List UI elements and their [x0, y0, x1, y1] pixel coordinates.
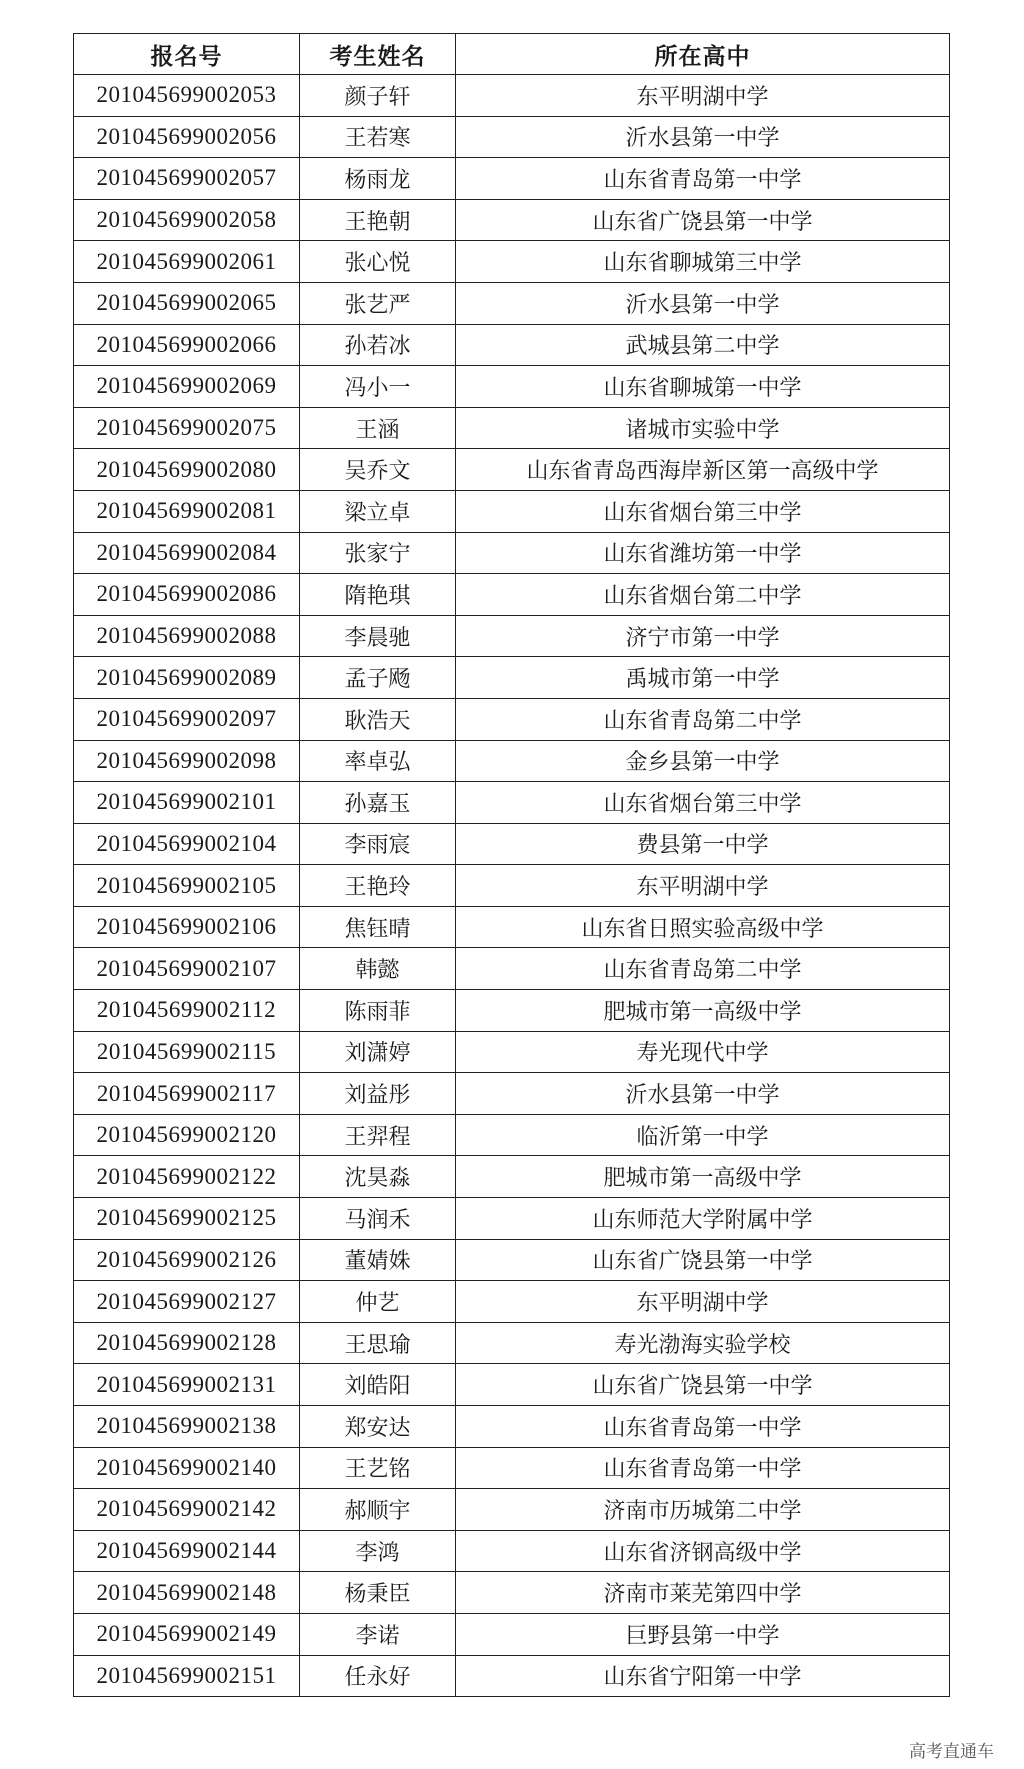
cell-student-name: 王羿程	[300, 1114, 456, 1156]
cell-high-school: 禹城市第一中学	[456, 657, 950, 699]
cell-registration-number: 201045699002142	[74, 1489, 300, 1531]
cell-high-school: 山东省宁阳第一中学	[456, 1655, 950, 1697]
cell-student-name: 孙嘉玉	[300, 782, 456, 824]
cell-high-school: 山东省广饶县第一中学	[456, 1364, 950, 1406]
cell-student-name: 刘皓阳	[300, 1364, 456, 1406]
cell-high-school: 济宁市第一中学	[456, 615, 950, 657]
cell-high-school: 武城县第二中学	[456, 324, 950, 366]
cell-student-name: 李雨宸	[300, 823, 456, 865]
cell-high-school: 肥城市第一高级中学	[456, 990, 950, 1032]
cell-high-school: 山东省青岛第一中学	[456, 158, 950, 200]
cell-registration-number: 201045699002089	[74, 657, 300, 699]
cell-student-name: 郝顺宇	[300, 1489, 456, 1531]
cell-registration-number: 201045699002149	[74, 1613, 300, 1655]
cell-student-name: 李鸿	[300, 1530, 456, 1572]
cell-registration-number: 201045699002127	[74, 1281, 300, 1323]
cell-high-school: 沂水县第一中学	[456, 1073, 950, 1115]
cell-student-name: 冯小一	[300, 366, 456, 408]
cell-registration-number: 201045699002148	[74, 1572, 300, 1614]
cell-student-name: 率卓弘	[300, 740, 456, 782]
cell-high-school: 山东省济钢高级中学	[456, 1530, 950, 1572]
cell-registration-number: 201045699002101	[74, 782, 300, 824]
table-row	[74, 116, 950, 158]
cell-high-school: 山东师范大学附属中学	[456, 1198, 950, 1240]
table-row	[74, 1073, 950, 1115]
cell-student-name: 张家宁	[300, 532, 456, 574]
cell-high-school: 山东省烟台第三中学	[456, 490, 950, 532]
table-row	[74, 1198, 950, 1240]
table-row	[74, 740, 950, 782]
table-row	[74, 1031, 950, 1073]
cell-registration-number: 201045699002097	[74, 698, 300, 740]
table-row	[74, 1530, 950, 1572]
cell-high-school: 山东省青岛第二中学	[456, 698, 950, 740]
table-row	[74, 574, 950, 616]
cell-registration-number: 201045699002053	[74, 75, 300, 117]
table-row	[74, 1239, 950, 1281]
cell-student-name: 李晨驰	[300, 615, 456, 657]
cell-registration-number: 201045699002066	[74, 324, 300, 366]
header-student-name: 考生姓名	[300, 34, 456, 75]
cell-high-school: 山东省广饶县第一中学	[456, 1239, 950, 1281]
cell-high-school: 东平明湖中学	[456, 865, 950, 907]
table-row	[74, 865, 950, 907]
cell-student-name: 焦钰晴	[300, 906, 456, 948]
cell-high-school: 沂水县第一中学	[456, 116, 950, 158]
cell-registration-number: 201045699002058	[74, 199, 300, 241]
table-row	[74, 158, 950, 200]
cell-registration-number: 201045699002128	[74, 1322, 300, 1364]
table-row	[74, 657, 950, 699]
cell-student-name: 耿浩天	[300, 698, 456, 740]
cell-registration-number: 201045699002105	[74, 865, 300, 907]
table-row	[74, 1406, 950, 1448]
cell-student-name: 隋艳琪	[300, 574, 456, 616]
cell-registration-number: 201045699002069	[74, 366, 300, 408]
cell-registration-number: 201045699002081	[74, 490, 300, 532]
table-row	[74, 990, 950, 1032]
table-row	[74, 906, 950, 948]
cell-student-name: 王艳朝	[300, 199, 456, 241]
cell-registration-number: 201045699002115	[74, 1031, 300, 1073]
cell-high-school: 山东省青岛第二中学	[456, 948, 950, 990]
table-header-row	[74, 34, 950, 75]
cell-registration-number: 201045699002084	[74, 532, 300, 574]
cell-registration-number: 201045699002144	[74, 1530, 300, 1572]
cell-high-school: 山东省烟台第二中学	[456, 574, 950, 616]
table-row	[74, 615, 950, 657]
cell-high-school: 临沂第一中学	[456, 1114, 950, 1156]
table-row	[74, 490, 950, 532]
cell-student-name: 颜子轩	[300, 75, 456, 117]
table-row	[74, 532, 950, 574]
cell-high-school: 山东省聊城第三中学	[456, 241, 950, 283]
table-row	[74, 1489, 950, 1531]
cell-high-school: 东平明湖中学	[456, 1281, 950, 1323]
header-high-school: 所在高中	[456, 34, 950, 75]
cell-registration-number: 201045699002122	[74, 1156, 300, 1198]
cell-student-name: 孟子飏	[300, 657, 456, 699]
cell-student-name: 陈雨菲	[300, 990, 456, 1032]
cell-high-school: 寿光现代中学	[456, 1031, 950, 1073]
cell-student-name: 马润禾	[300, 1198, 456, 1240]
cell-registration-number: 201045699002075	[74, 407, 300, 449]
cell-high-school: 山东省日照实验高级中学	[456, 906, 950, 948]
cell-high-school: 山东省青岛西海岸新区第一高级中学	[456, 449, 950, 491]
cell-registration-number: 201045699002104	[74, 823, 300, 865]
cell-student-name: 张艺严	[300, 282, 456, 324]
cell-registration-number: 201045699002138	[74, 1406, 300, 1448]
table-row	[74, 1114, 950, 1156]
table-row	[74, 698, 950, 740]
cell-student-name: 王艺铭	[300, 1447, 456, 1489]
cell-registration-number: 201045699002140	[74, 1447, 300, 1489]
cell-high-school: 山东省烟台第三中学	[456, 782, 950, 824]
watermark-text: 高考直通车	[909, 1742, 994, 1762]
cell-high-school: 山东省青岛第一中学	[456, 1447, 950, 1489]
table-row	[74, 449, 950, 491]
cell-high-school: 东平明湖中学	[456, 75, 950, 117]
cell-high-school: 山东省青岛第一中学	[456, 1406, 950, 1448]
cell-student-name: 刘潇婷	[300, 1031, 456, 1073]
cell-student-name: 王涵	[300, 407, 456, 449]
cell-student-name: 梁立卓	[300, 490, 456, 532]
cell-registration-number: 201045699002125	[74, 1198, 300, 1240]
cell-student-name: 李诺	[300, 1613, 456, 1655]
table-row	[74, 1447, 950, 1489]
cell-registration-number: 201045699002126	[74, 1239, 300, 1281]
admission-list-table	[73, 33, 950, 1697]
table-row	[74, 1281, 950, 1323]
cell-registration-number: 201045699002106	[74, 906, 300, 948]
table-row	[74, 948, 950, 990]
cell-high-school: 费县第一中学	[456, 823, 950, 865]
table-row	[74, 407, 950, 449]
cell-registration-number: 201045699002112	[74, 990, 300, 1032]
cell-high-school: 巨野县第一中学	[456, 1613, 950, 1655]
table-row	[74, 782, 950, 824]
cell-registration-number: 201045699002057	[74, 158, 300, 200]
table-row	[74, 1572, 950, 1614]
table-row	[74, 1322, 950, 1364]
cell-student-name: 张心悦	[300, 241, 456, 283]
cell-student-name: 董婧姝	[300, 1239, 456, 1281]
cell-student-name: 吴乔文	[300, 449, 456, 491]
table-row	[74, 823, 950, 865]
cell-high-school: 济南市莱芜第四中学	[456, 1572, 950, 1614]
cell-student-name: 仲艺	[300, 1281, 456, 1323]
table-row	[74, 199, 950, 241]
cell-registration-number: 201045699002117	[74, 1073, 300, 1115]
cell-registration-number: 201045699002088	[74, 615, 300, 657]
cell-high-school: 山东省潍坊第一中学	[456, 532, 950, 574]
cell-registration-number: 201045699002131	[74, 1364, 300, 1406]
cell-student-name: 刘益彤	[300, 1073, 456, 1115]
cell-student-name: 孙若冰	[300, 324, 456, 366]
cell-high-school: 济南市历城第二中学	[456, 1489, 950, 1531]
table-row	[74, 282, 950, 324]
cell-high-school: 山东省聊城第一中学	[456, 366, 950, 408]
cell-registration-number: 201045699002065	[74, 282, 300, 324]
cell-student-name: 王思瑜	[300, 1322, 456, 1364]
cell-student-name: 任永好	[300, 1655, 456, 1697]
table-row	[74, 366, 950, 408]
cell-registration-number: 201045699002061	[74, 241, 300, 283]
cell-student-name: 韩懿	[300, 948, 456, 990]
table-row	[74, 1364, 950, 1406]
cell-registration-number: 201045699002151	[74, 1655, 300, 1697]
table-row	[74, 324, 950, 366]
table-row	[74, 1655, 950, 1697]
cell-high-school: 诸城市实验中学	[456, 407, 950, 449]
cell-high-school: 沂水县第一中学	[456, 282, 950, 324]
cell-registration-number: 201045699002080	[74, 449, 300, 491]
cell-student-name: 王若寒	[300, 116, 456, 158]
cell-registration-number: 201045699002086	[74, 574, 300, 616]
cell-registration-number: 201045699002098	[74, 740, 300, 782]
cell-high-school: 肥城市第一高级中学	[456, 1156, 950, 1198]
cell-student-name: 王艳玲	[300, 865, 456, 907]
cell-high-school: 山东省广饶县第一中学	[456, 199, 950, 241]
table-row	[74, 75, 950, 117]
cell-student-name: 杨雨龙	[300, 158, 456, 200]
table-row	[74, 1156, 950, 1198]
cell-high-school: 金乡县第一中学	[456, 740, 950, 782]
table-row	[74, 241, 950, 283]
table-row	[74, 1613, 950, 1655]
cell-registration-number: 201045699002056	[74, 116, 300, 158]
header-registration-number: 报名号	[74, 34, 300, 75]
cell-student-name: 郑安达	[300, 1406, 456, 1448]
cell-student-name: 杨秉臣	[300, 1572, 456, 1614]
cell-registration-number: 201045699002120	[74, 1114, 300, 1156]
cell-student-name: 沈昊淼	[300, 1156, 456, 1198]
cell-registration-number: 201045699002107	[74, 948, 300, 990]
cell-high-school: 寿光渤海实验学校	[456, 1322, 950, 1364]
